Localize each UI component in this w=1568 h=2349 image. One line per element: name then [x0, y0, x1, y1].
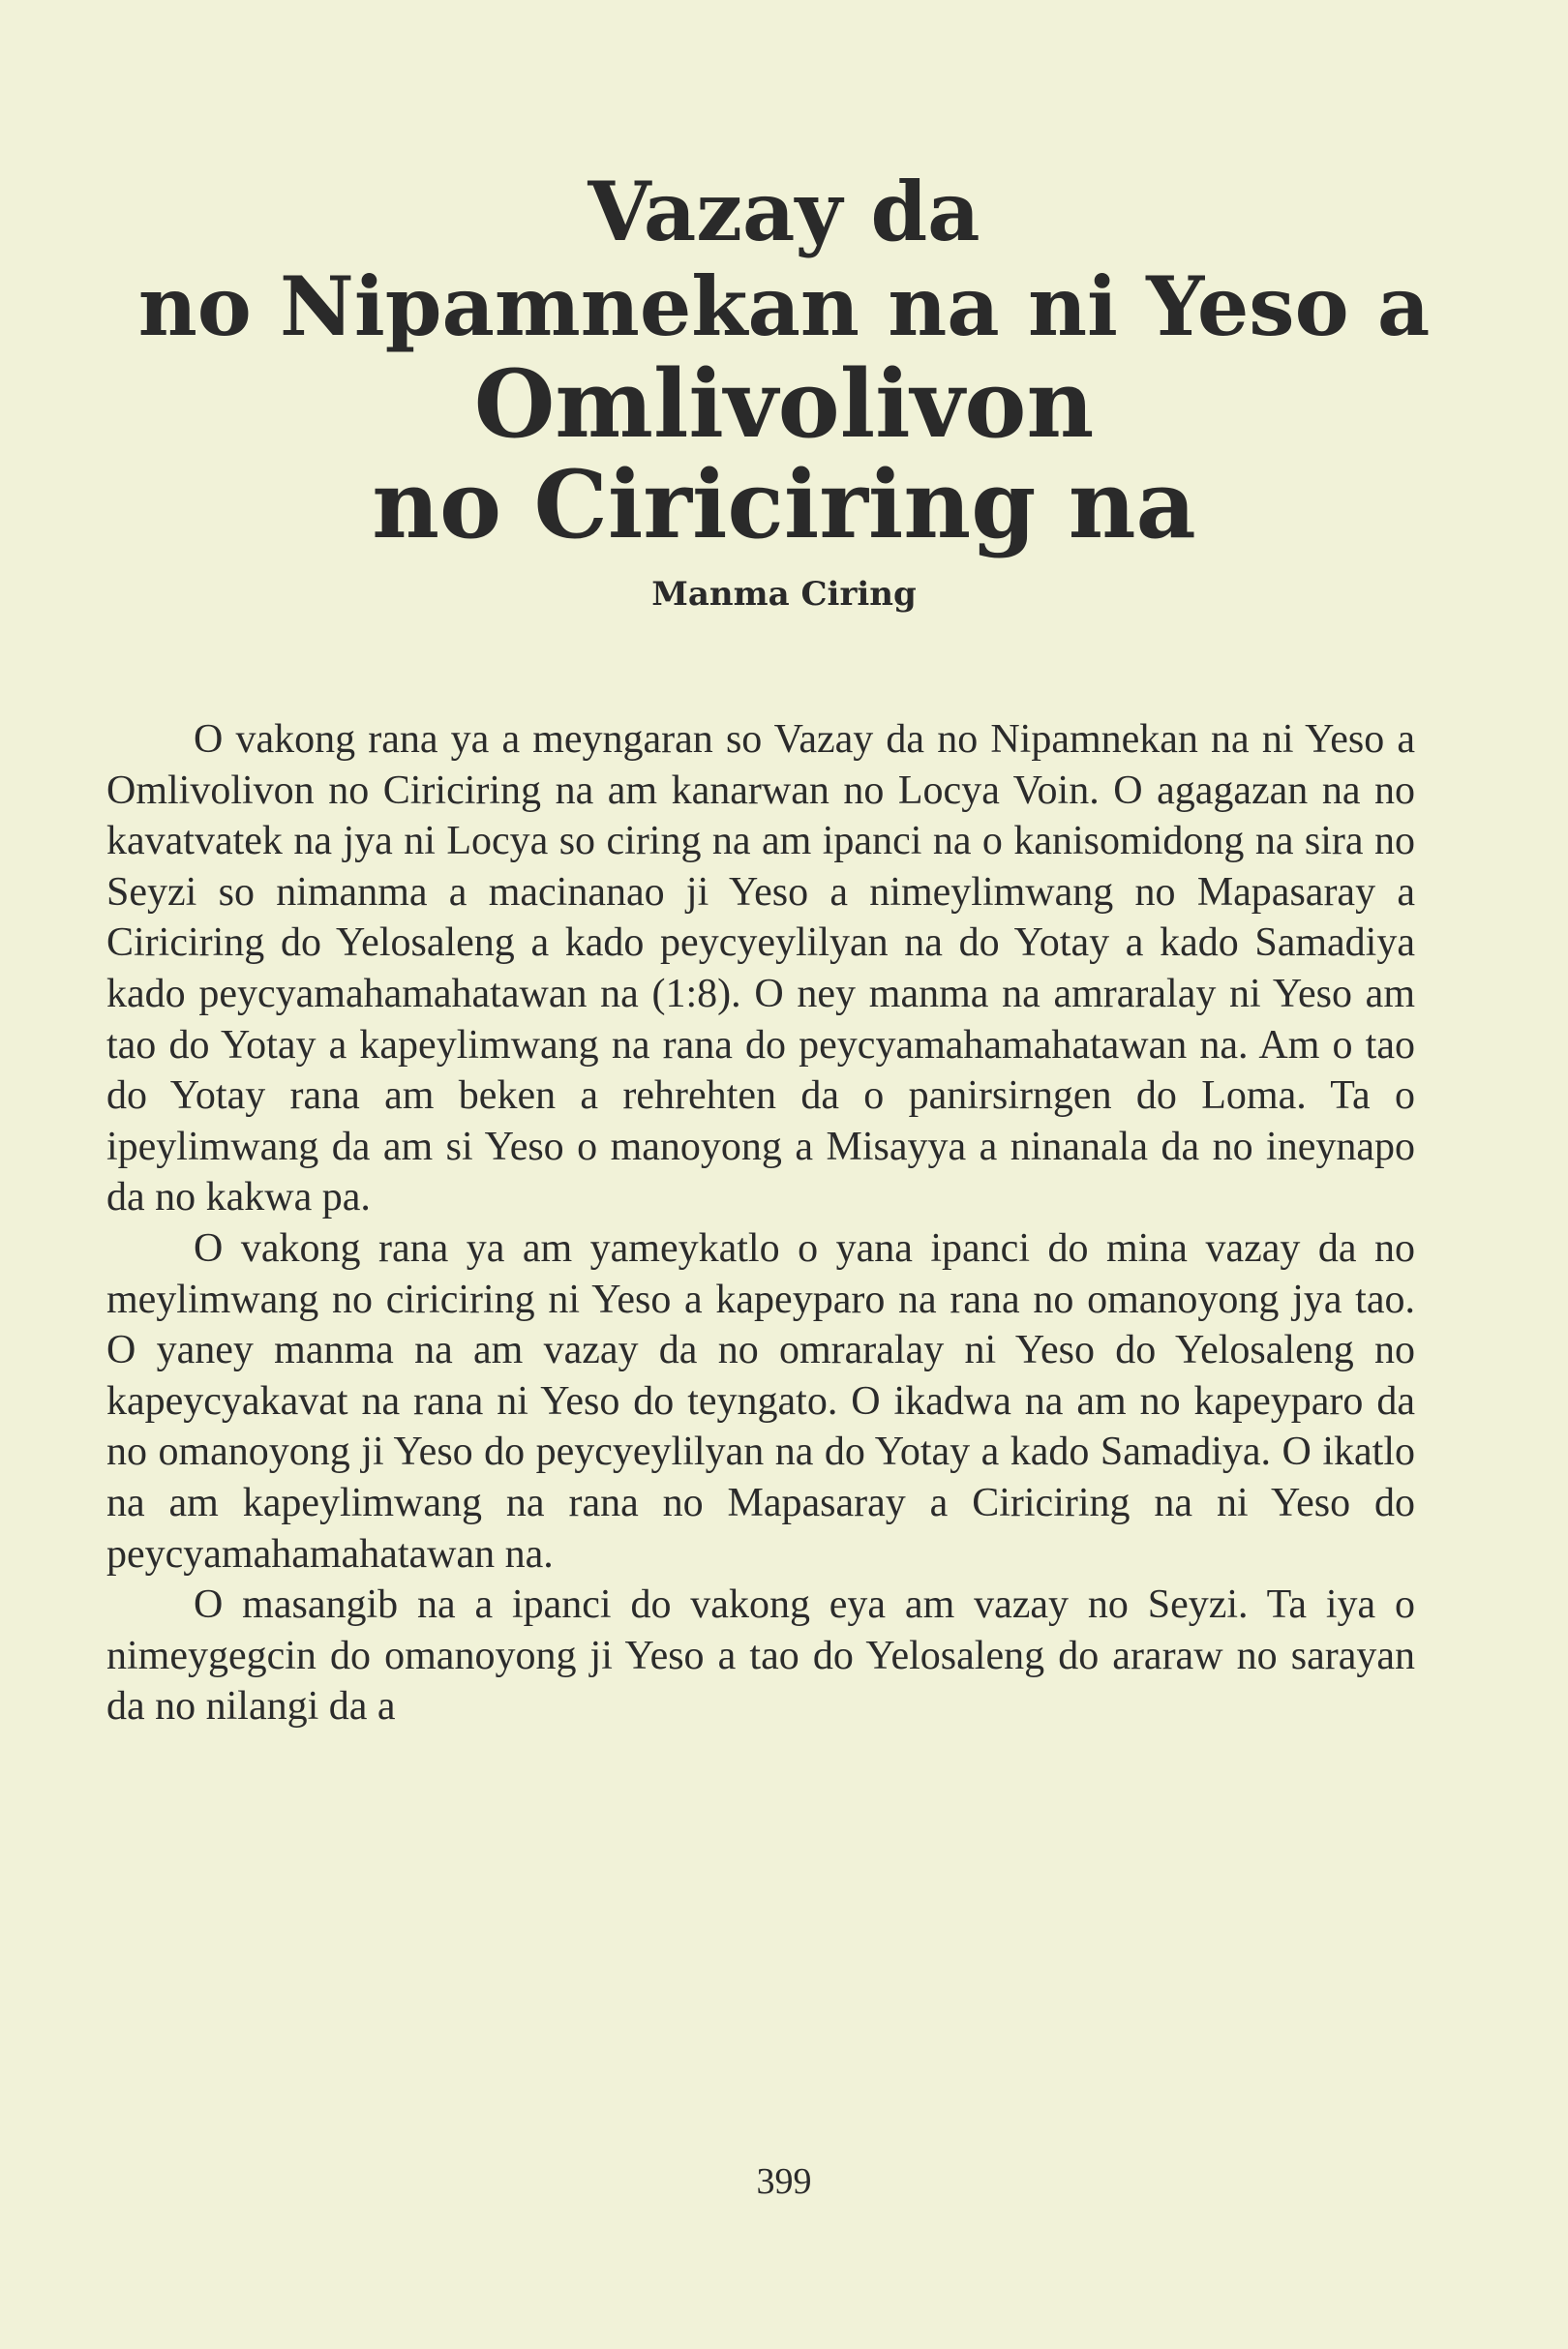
paragraph-2: O vakong rana ya am yameykatlo o yana ipanci do mina vazay da no meylimwang no ciriciring ni Yeso a kapeyparo na rana no omanoyong jya tao. O yaney manma na am vazay da no omraralay ni Yeso do Yelosaleng no kapeycyakavat na rana ni Yeso do teyngato. O ikadwa na am no kapeyparo da no omanoyong ji Yeso do peycyeylilyan na do Yotay a kado Samadiya. O ikatlo na am kapeylimwang na rana no Mapasaray a Ciriciring na ni Yeso do peycyamahamahatawan na. [106, 1225, 1415, 1577]
body-text [106, 714, 1415, 1732]
page-number: 399 [756, 2161, 812, 2202]
paragraph-1: O vakong rana ya a meyngaran so Vazay da no Nipamnekan na ni Yeso a Omlivolivon no Ciriciring na am kanarwan no Locya Voin. O agagazan na no kavatvatek na jya ni Locya so ciring na am ipanci na o kanisomidong na sira no Seyzi so nimanma a macinanao ji Yeso a nimeylimwang no Mapasaray a Ciriciring do Yelosaleng a kado peycyeylilyan na do Yotay a kado Samadiya kado peycyamahamahatawan na (1:8). O ney manma na amraralay ni Yeso am tao do Yotay a kapeylimwang na rana do peycyamahamahatawan na. Am o tao do Yotay rana am beken a rehrehten da o panirsirngen do Loma. Ta o ipeylimwang da am si Yeso o manoyong a Misayya a ninanala da no ineynapo da no kakwa pa. [106, 717, 1415, 1220]
title-line-1: Vazay da [588, 164, 980, 259]
title-line-2: no Nipamnekan na ni Yeso a [137, 258, 1431, 354]
author-subtitle: Manma Ciring [651, 575, 917, 614]
title-line-4: no Ciriciring na [372, 450, 1196, 559]
chapter-title-block [0, 165, 1568, 616]
paragraph-3: O masangib na a ipanci do vakong eya am vazay no Seyzi. Ta iya o nimeygegcin do omanoyong ji Yeso a tao do Yelosaleng do araraw no sarayan da no nilangi da a [106, 1582, 1415, 1730]
title-line-3: Omlivolivon [473, 349, 1095, 459]
